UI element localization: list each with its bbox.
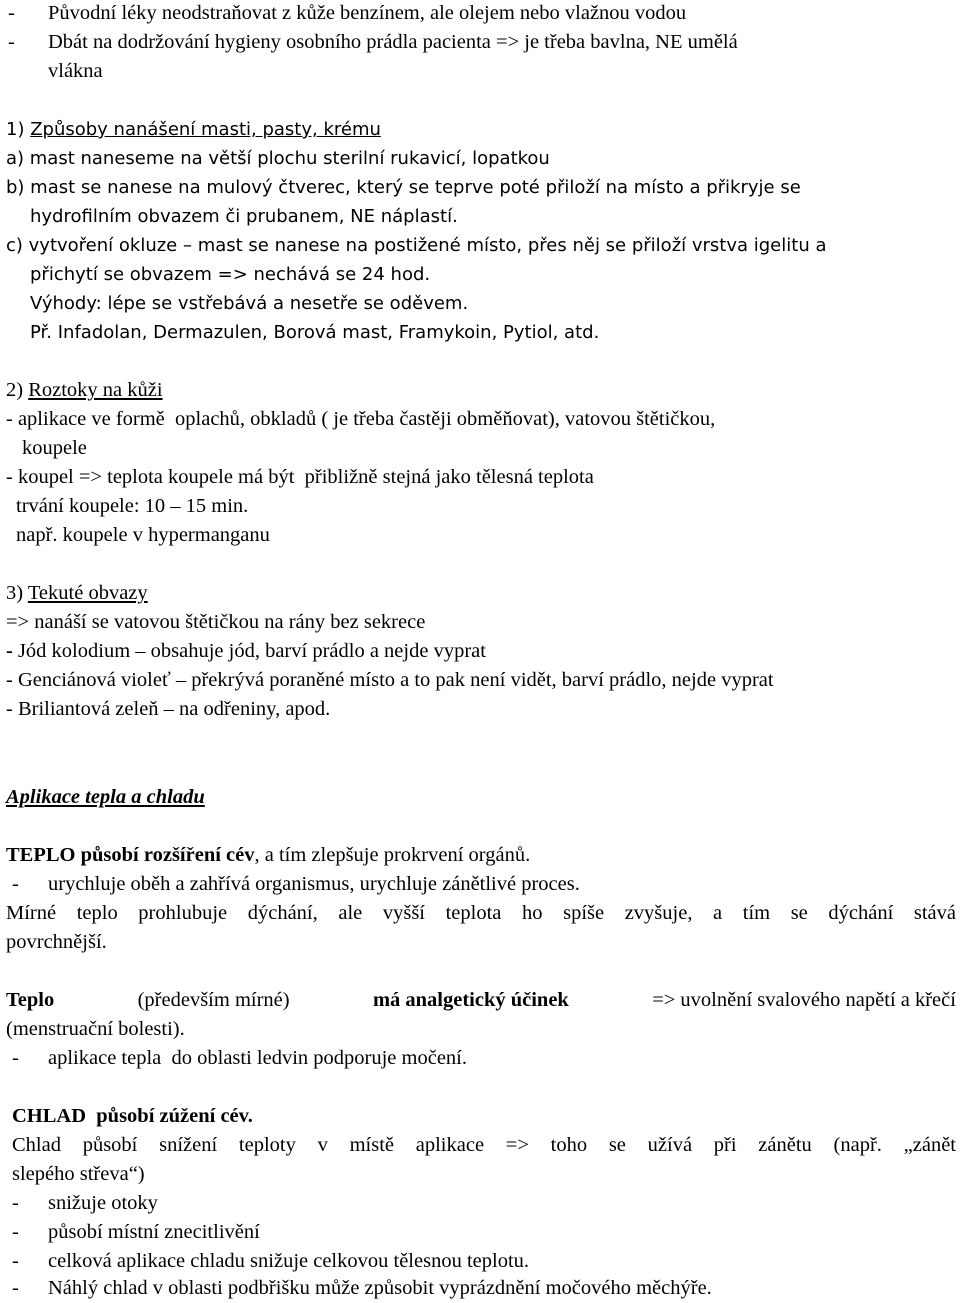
text-line: TEPLO působí rozšíření cév, a tím zlepšuje prokrvení orgánů.	[6, 844, 531, 866]
text-line: c) vytvoření okluze – mast se nanese na postižené místo, přes něj se přiloží vrstva igelitu a	[6, 235, 827, 256]
bullet-dash: -	[8, 2, 15, 24]
list-item: celková aplikace chladu snižuje celkovou tělesnou teplotu.	[48, 1250, 530, 1272]
text-line: b) mast se nanese na mulový čtverec, který se teprve poté přiloží na místo a přikryje se	[6, 177, 801, 198]
text-line: - Genciánová violeť – překrývá poraněné místo a to pak není vidět, barví prádlo, nejde vyprat	[6, 669, 774, 691]
text-line: povrchnější.	[6, 931, 107, 953]
text-line: => nanáší se vatovou štětičkou na rány bez sekrece	[6, 611, 426, 633]
section-heading-1: 1) Způsoby nanášení masti, pasty, krému	[6, 119, 381, 140]
list-item: snižuje otoky	[48, 1192, 158, 1214]
text-line: - Briliantová zeleň – na odřeniny, apod.	[6, 698, 331, 720]
text-line: např. koupele v hypermanganu	[16, 524, 270, 546]
bullet-dash: -	[12, 1192, 19, 1214]
section-heading-3: 3) Tekuté obvazy	[6, 582, 148, 604]
bullet-dash: -	[12, 1277, 19, 1299]
text-line: (menstruační bolesti).	[6, 1018, 185, 1040]
bullet-dash: -	[8, 31, 15, 53]
bullet-dash: -	[12, 873, 19, 895]
text-line: hydrofilním obvazem či prubanem, NE náplastí.	[30, 206, 458, 227]
text-line: Př. Infadolan, Dermazulen, Borová mast, Framykoin, Pytiol, atd.	[30, 322, 600, 343]
text-line: aplikace tepla do oblasti ledvin podporuje močení.	[48, 1047, 467, 1069]
text-line: urychluje oběh a zahřívá organismus, urychluje zánětlivé proces.	[48, 873, 580, 895]
page-heading: Aplikace tepla a chladu	[6, 786, 205, 808]
section-heading-2: 2) Roztoky na kůži	[6, 379, 163, 401]
bullet-dash: -	[12, 1047, 19, 1069]
text-line: a) mast naneseme na větší plochu sterilní rukavicí, lopatkou	[6, 148, 550, 169]
text-line: Výhody: lépe se vstřebává a nesetře se oděvem.	[30, 293, 469, 314]
justified-line: Teplo (především mírné) má analgetický účinek => uvolnění svalového napětí a křečí	[6, 989, 956, 1011]
bullet-dash: -	[12, 1221, 19, 1243]
text-line: koupele	[22, 437, 87, 459]
text-line: Původní léky neodstraňovat z kůže benzínem, ale olejem nebo vlažnou vodou	[48, 2, 687, 24]
chlad-heading: CHLAD působí zúžení cév.	[12, 1105, 253, 1127]
bullet-dash: -	[12, 1250, 19, 1272]
text-line: přichytí se obvazem => nechává se 24 hod.	[30, 264, 431, 285]
text-line: - aplikace ve formě oplachů, obkladů ( je třeba častěji obměňovat), vatovou štětičkou,	[6, 408, 716, 430]
text-line: - koupel => teplota koupele má být přibližně stejná jako tělesná teplota	[6, 466, 594, 488]
text-line: - Jód kolodium – obsahuje jód, barví prádlo a nejde vyprat	[6, 640, 486, 662]
list-item: působí místní znecitlivění	[48, 1221, 260, 1243]
justified-line: Chlad působí snížení teploty v místě aplikace => toho se užívá při zánětu (např. „zánět	[12, 1134, 956, 1156]
list-item: Náhlý chlad v oblasti podbřišku může způsobit vyprázdnění močového měchýře.	[48, 1277, 712, 1299]
text-line: vlákna	[48, 60, 103, 82]
justified-line: Mírné teplo prohlubuje dýchání, ale vyšší teplota ho spíše zvyšuje, a tím se dýchání stává	[6, 902, 956, 924]
text-line: Dbát na dodržování hygieny osobního prádla pacienta => je třeba bavlna, NE umělá	[48, 31, 738, 53]
text-line: trvání koupele: 10 – 15 min.	[16, 495, 249, 517]
text-line: slepého střeva“)	[12, 1163, 145, 1185]
